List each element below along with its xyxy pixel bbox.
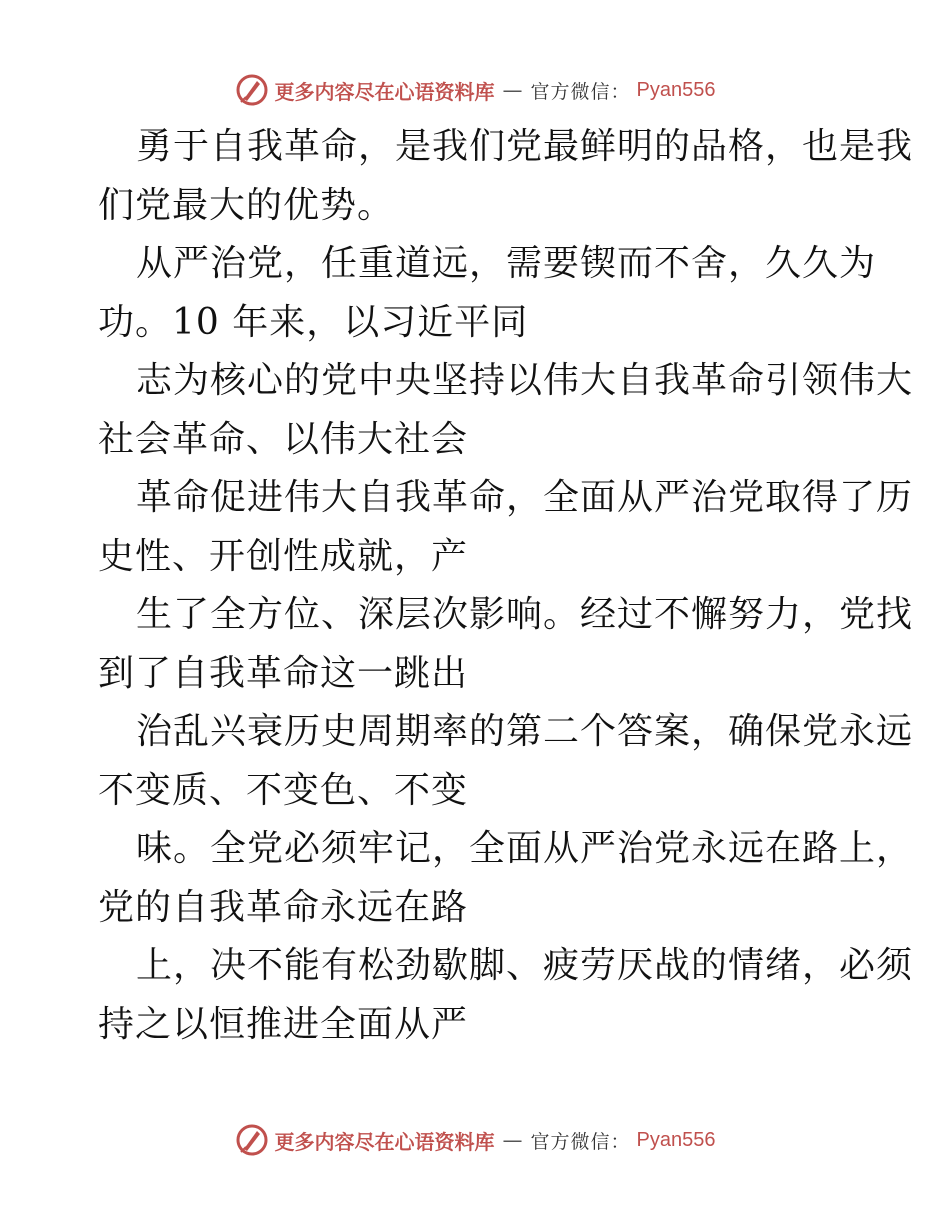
watermark-handle: Pyan556 [636, 78, 716, 101]
body-line: 革命促进伟大自我革命，全面从严治党取得了历 [136, 477, 914, 518]
body-line: 治乱兴衰历史周期率的第二个答案，确保党永远 [136, 711, 914, 752]
body-line: 史性、开创性成就，产 [98, 535, 469, 577]
body-line: 社会革命、以伟大社会 [98, 418, 469, 460]
body-line: 志为核心的党中央坚持以伟大自我革命引领伟大 [136, 360, 914, 401]
quill-logo-icon [235, 1123, 269, 1157]
body-line: 勇于自我革命，是我们党最鲜明的品格，也是我 [136, 126, 914, 167]
watermark-dash: — [502, 1128, 523, 1152]
body-line: 到了自我革命这一跳出 [98, 652, 469, 694]
header-watermark [0, 70, 950, 110]
watermark-dash: — [502, 78, 523, 102]
body-line: 不变质、不变色、不变 [98, 769, 469, 811]
body-line: 上，决不能有松劲歇脚、疲劳厌战的情绪，必须 [136, 945, 914, 986]
body-line: 味。全党必须牢记，全面从严治党永远在路上， [136, 828, 914, 869]
watermark-handle: Pyan556 [636, 1128, 716, 1151]
body-line: 持之以恒推进全面从严 [98, 1003, 469, 1045]
watermark-site-text: 更多内容尽在心语资料库 [274, 1129, 495, 1154]
watermark-official-label: 官方微信： [530, 1130, 631, 1153]
watermark-official-label: 官方微信： [530, 80, 631, 103]
document-body [98, 118, 914, 1054]
quill-logo-icon [235, 73, 269, 107]
body-line: 们党最大的优势。 [98, 184, 395, 226]
footer-watermark [0, 1120, 950, 1160]
body-line: 从严治党，任重道远，需要锲而不舍，久久为 [136, 243, 877, 284]
body-line: 生了全方位、深层次影响。经过不懈努力，党找 [136, 594, 914, 635]
body-line: 党的自我革命永远在路 [98, 886, 469, 928]
watermark-site-text: 更多内容尽在心语资料库 [274, 79, 495, 104]
body-line: 功。10 年来，以习近平同 [98, 301, 529, 343]
